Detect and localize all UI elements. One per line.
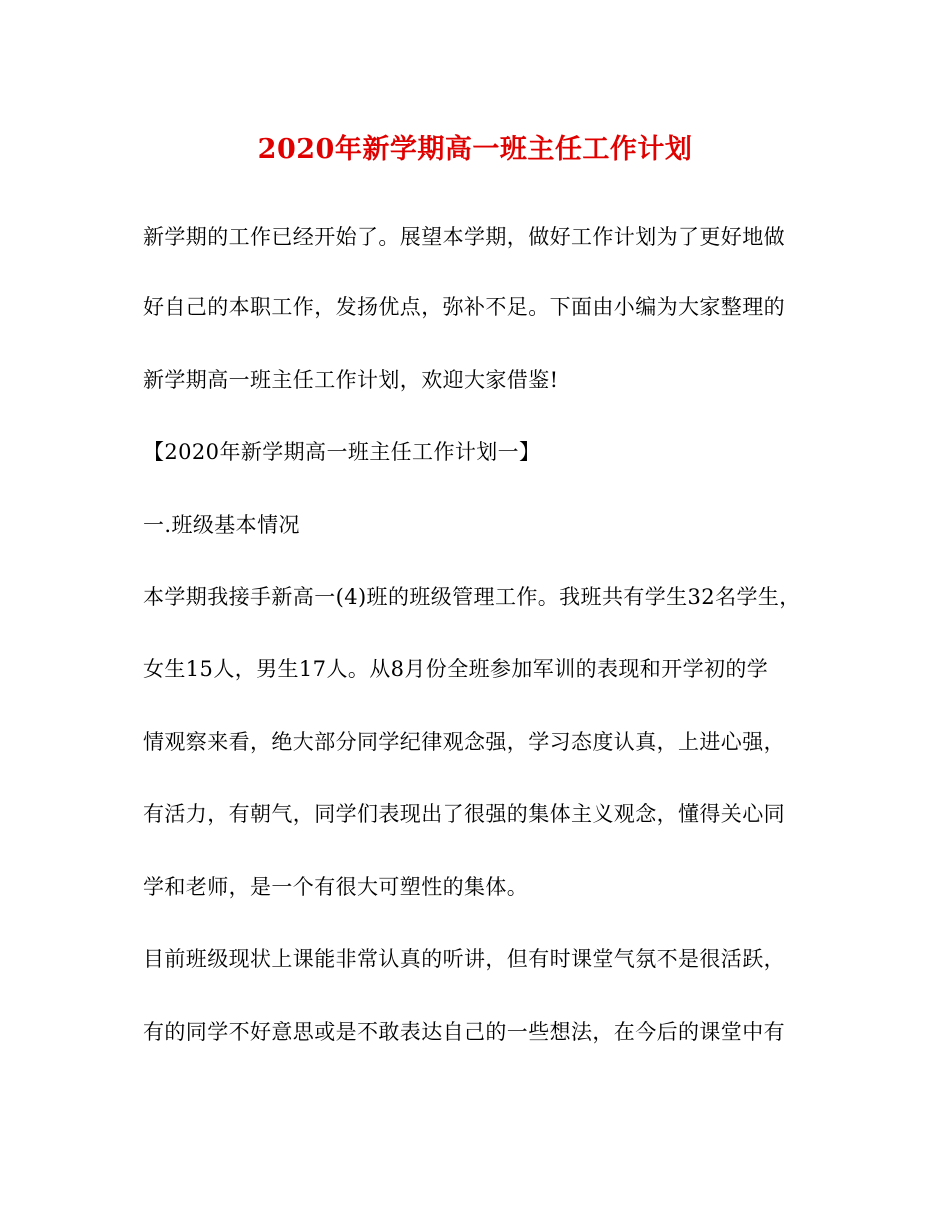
paragraph-line: 女生15人，男生17人。从8月份全班参加军训的表现和开学初的学 <box>143 657 769 681</box>
document-title: 2020年新学期高一班主任工作计划 <box>257 134 693 165</box>
paragraph-line: 有的同学不好意思或是不敢表达自己的一些想法，在今后的课堂中有 <box>143 1020 785 1044</box>
paragraph-line: 有活力，有朝气，同学们表现出了很强的集体主义观念，懂得关心同 <box>143 802 785 826</box>
paragraph-line: 新学期的工作已经开始了。展望本学期，做好工作计划为了更好地做 <box>143 225 785 249</box>
paragraph-line: 情观察来看，绝大部分同学纪律观念强，学习态度认真，上进心强， <box>143 730 785 754</box>
paragraph-line: 新学期高一班主任工作计划，欢迎大家借鉴! <box>143 368 559 392</box>
section-heading: 【2020年新学期高一班主任工作计划一】 <box>143 440 541 464</box>
paragraph-line: 本学期我接手新高一(4)班的班级管理工作。我班共有学生32名学生， <box>143 585 801 609</box>
subsection-heading: 一.班级基本情况 <box>143 513 300 537</box>
paragraph-line: 好自己的本职工作，发扬优点，弥补不足。下面由小编为大家整理的 <box>143 295 785 319</box>
paragraph-line: 学和老师，是一个有很大可塑性的集体。 <box>143 875 529 899</box>
paragraph-line: 目前班级现状上课能非常认真的听讲，但有时课堂气氛不是很活跃， <box>143 947 785 971</box>
